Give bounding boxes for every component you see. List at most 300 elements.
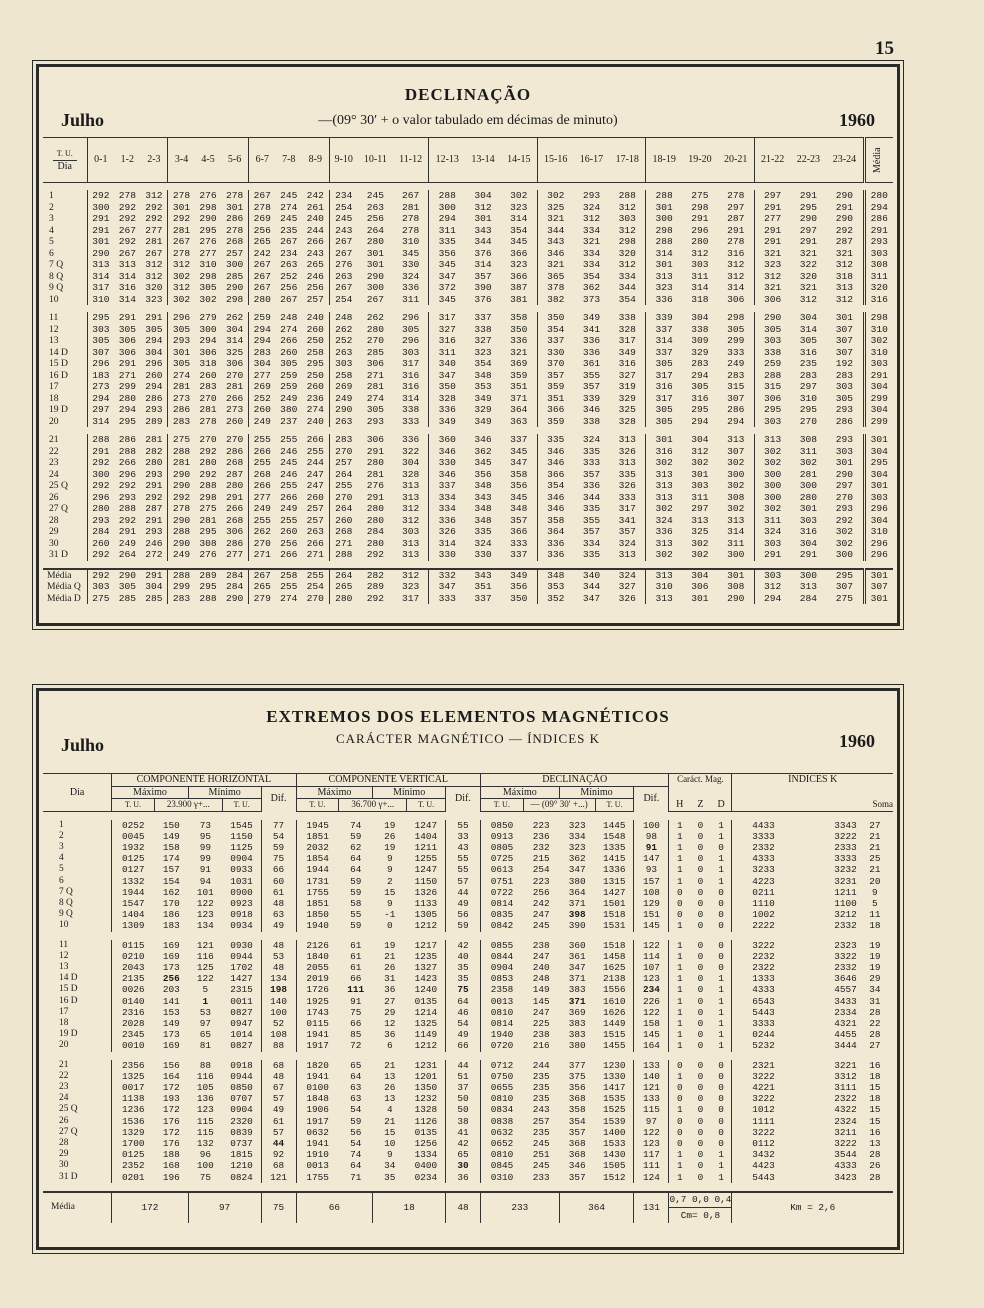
cell-value: 0 [718,1104,724,1116]
cell-value: 297 [799,381,818,392]
cell-value: 1150 [414,875,438,887]
cell-value: 314 [646,335,682,347]
cell-value: 293 [118,491,136,503]
table-row [43,1029,893,1040]
cell-value: 314 [401,392,420,404]
cell-value: 1126 [414,1115,438,1127]
cell-value: 0 [697,853,704,865]
cell-value: 317 [401,358,420,369]
cell-value: 1 [202,995,209,1007]
day-label: 14 D [59,973,78,984]
cell-value: 317 [429,312,465,324]
cell-value: 0 [669,1093,690,1104]
cell-value: 68 [261,1160,296,1171]
cell-value: 1 [669,996,690,1007]
cell-value: 317 [618,503,636,514]
table-row [43,213,893,225]
cell-value: 125 [196,961,214,973]
cell-value: 390 [474,282,492,293]
cell-value: 274 [366,392,385,404]
cell-value: 273 [168,393,195,405]
cell-value: 0814 [481,1018,524,1029]
cell-value: 9 [386,897,393,909]
cell-value: 266 [118,457,136,468]
cell-value: 94 [199,875,211,887]
cell-value: 1848 [296,1093,339,1104]
cell-value: 378 [537,282,573,294]
cell-value: 0135 [414,995,438,1007]
cell-value: 350 [510,323,528,335]
cell-value: 319 [618,381,636,392]
header-comp-h: COMPONENTE HORIZONTAL [112,774,296,787]
cell-value: 338 [582,415,601,427]
cell-value: 306 [366,434,385,445]
row-gap [43,183,893,191]
cell-value: 27 [869,819,881,831]
cell-value: 4433 [732,820,795,831]
cell-value: 355 [582,514,601,526]
cell-value: 313 [401,549,420,560]
cell-value: 294 [199,335,217,346]
cell-value: 6 [386,1040,393,1052]
average-value: 304 [145,581,163,592]
cell-value: 21 [869,841,881,853]
cell-value: 267 [168,236,195,248]
cell-value: 316 [646,446,682,458]
average-value: 279 [248,593,275,605]
cell-value: 123 [196,1104,214,1116]
cell-value: 11 [869,909,881,921]
cell-value: 291 [799,190,818,201]
cell-value: 349 [429,416,465,428]
cell-value: 1111 [732,1116,795,1127]
cell-value: 1525 [603,1104,626,1116]
cell-value: 278 [248,202,275,214]
cell-value: 10 [384,1137,396,1149]
cell-value: 312 [618,224,636,236]
cell-value: 330 [537,347,573,359]
cell-value: 291 [366,445,385,457]
cell-value: 121 [261,1172,296,1183]
cell-value: 54 [350,1104,362,1116]
cell-value: 107 [634,962,669,973]
cell-value: 307 [835,346,854,358]
cell-value: 0026 [112,984,155,995]
cell-value: 313 [754,434,790,446]
caract-mean [669,1192,732,1223]
cell-value: 288 [118,445,136,457]
cell-value: 1031 [230,875,253,887]
cell-value: 313 [401,480,420,491]
cell-value: 277 [754,213,790,225]
cell-value: 302 [646,457,682,469]
cell-value: 271 [118,369,136,381]
cell-value: 43 [445,842,480,853]
cell-value: 2352 [112,1160,155,1171]
cell-value: 347 [429,271,465,283]
cell-value: 1731 [296,876,339,887]
cell-value: 91 [350,995,362,1007]
cell-value: 91 [634,842,669,853]
cell-value: 307 [727,392,745,404]
cell-value: 366 [510,247,528,259]
cell-value: 293 [582,190,601,201]
cell-value: 271 [366,369,385,381]
cell-value: 302 [691,537,709,549]
cell-value: 258 [306,346,324,358]
cell-value: 108 [261,1029,296,1040]
average-value: 312 [393,569,429,582]
cell-value: 260 [87,538,114,550]
cell-value: 2126 [296,940,339,951]
cell-value: 304 [145,346,163,358]
cell-value: 2332 [834,961,857,973]
cell-value: 235 [799,358,818,369]
row-mean: 293 [864,236,893,248]
cell-value: 114 [634,951,669,962]
day-label: 1 [49,190,54,201]
cell-value: 271 [248,549,275,561]
cell-value: 292 [168,213,195,225]
cell-value: 290 [225,282,244,293]
cell-value: 291 [691,213,709,224]
page-number: 15 [875,38,894,59]
cell-value: 0810 [481,1093,524,1104]
cell-value: 360 [568,939,586,951]
cell-value: 15 [869,1115,881,1127]
cell-value: 296 [401,312,420,323]
cell-value: 1854 [296,853,339,864]
table-row [43,876,893,887]
average-value: 275 [87,593,114,605]
cell-value: 75 [445,984,480,995]
cell-value: 61 [350,950,362,962]
cell-value: 3233 [732,864,795,875]
cell-value: 1941 [296,1029,339,1040]
row-mean: 310 [864,324,893,336]
declinacao-month: Julho [61,110,105,130]
cell-value: 292 [87,190,114,202]
cell-value: 0 [669,1116,690,1127]
cell-value: 1 [718,1171,724,1183]
cell-value: 338 [691,323,709,335]
average-value: 290 [225,592,244,604]
cell-value: 0947 [230,1017,253,1029]
cell-value: 154 [162,875,180,887]
cell-value: 305 [646,404,682,416]
cell-value: 66 [350,1017,362,1029]
cell-value: 303 [799,514,818,526]
cell-value: 323 [646,282,682,294]
cell-value: 348 [474,514,492,526]
cell-value: 0824 [230,1171,253,1183]
cell-value: 235 [532,1081,550,1093]
cell-value: 351 [537,393,573,405]
cell-value: 150 [162,819,180,831]
cell-value: 260 [225,415,244,427]
day-label: 8 Q [59,897,73,908]
cell-value: 299 [118,381,136,392]
cell-value: 313 [618,457,636,468]
header-comp-v: COMPONENTE VERTICAL [296,774,480,787]
cell-value: 176 [162,1115,180,1127]
day-label: 30 [49,537,59,549]
cell-value: 59 [261,842,296,853]
cell-value: 0835 [481,909,524,920]
cell-value: 313 [646,469,682,481]
h-min-mean: 97 [188,1192,261,1223]
cell-value: 1230 [603,1059,626,1071]
cell-value: 334 [582,224,601,236]
cell-value: 338 [474,323,492,335]
cell-value: 1427 [603,886,626,898]
cell-value: 288 [329,549,358,561]
cell-value: 263 [329,271,358,283]
cell-value: 313 [87,259,114,271]
cell-value: 2232 [732,951,795,962]
cell-value: 0400 [414,1160,438,1172]
day-label: 18 [59,1017,69,1028]
cell-value: 344 [537,225,573,237]
header-dia: Dia [53,160,77,173]
cell-value: 257 [532,1115,550,1127]
cell-value: 278 [118,190,136,201]
cell-value: 44 [261,1138,296,1149]
day-label: 17 [49,381,59,392]
cell-value: 302 [727,503,745,514]
cell-value: 1430 [603,1149,626,1161]
cell-value: 1247 [414,864,438,876]
cell-value: 310 [401,236,420,247]
cell-value: 145 [634,1029,669,1040]
cell-value: 96 [199,1149,211,1161]
cell-value: 9 [386,864,393,876]
cell-value: 0 [697,1171,704,1183]
cell-value: 292 [118,480,136,491]
cell-value: 13 [384,1070,396,1082]
cell-value: 348 [474,503,492,514]
table-row [43,920,893,931]
hour-header: 1-2 [114,138,140,183]
cell-value: 1 [669,1018,690,1029]
cell-value: 1 [669,951,690,962]
header-dia: Dia [43,774,112,812]
cell-value: 2316 [112,1007,155,1018]
cell-value: 1256 [414,1137,438,1149]
cell-value: 3232 [834,864,857,876]
average-value: 350 [510,592,528,604]
cell-value: 13 [384,1093,396,1105]
hour-header: 5-6 [221,138,248,183]
cell-value: 111 [634,1160,669,1171]
average-value: 344 [582,581,601,592]
average-value: 254 [306,581,324,592]
cell-value: 266 [306,537,324,549]
cell-value: 73 [199,819,211,831]
cell-value: 262 [248,526,275,538]
cell-value: 0 [697,961,704,973]
cell-value: 302 [646,503,682,515]
cell-value: 267 [329,236,358,248]
average-value: 280 [329,593,358,605]
cell-value: 50 [445,1104,480,1115]
cell-value: 0842 [481,920,524,931]
cell-value: 1305 [414,909,438,921]
cell-value: 149 [532,984,550,996]
cell-value: 310 [199,259,217,270]
cell-value: 303 [835,381,854,392]
cell-value: 284 [87,526,114,538]
cell-value: 0 [697,1070,704,1082]
average-row [43,581,893,593]
cell-value: 20 [869,875,881,887]
cell-value: 153 [162,1006,180,1018]
cell-value: 383 [568,1029,586,1041]
cell-value: 1512 [603,1171,626,1183]
cell-value: 270 [835,491,854,503]
cell-value: 121 [196,939,214,951]
cell-value: 295 [799,404,818,415]
cell-value: 1545 [230,819,253,831]
cell-value: 1 [669,940,690,951]
cell-value: 302 [646,549,682,561]
cell-value: 281 [366,381,385,392]
table-row [43,335,893,347]
cell-value: 260 [248,404,275,416]
cell-value: 248 [532,973,550,985]
header-maximo: Máximo [112,786,189,799]
cell-value: 77 [261,820,296,831]
cell-value: 335 [618,468,636,480]
row-mean: 304 [864,404,893,416]
cell-value: 0 [697,920,704,932]
cell-value: 312 [691,247,709,259]
cell-value: 312 [727,270,745,282]
cell-value: 292 [199,445,217,457]
header-tu-dia [43,138,87,183]
cell-value: 280 [118,392,136,404]
cell-value: 100 [261,1007,296,1018]
table-row [43,190,893,202]
cell-value: 301 [646,202,682,214]
cell-value: 252 [329,335,358,347]
cell-value: 305 [727,323,745,335]
table-row [43,996,893,1007]
cell-value: 1 [718,1160,724,1172]
cell-value: 67 [261,1082,296,1093]
cell-value: 1240 [414,984,438,996]
row-mean: 316 [864,294,893,306]
cell-value: 1002 [732,909,795,920]
cell-value: 0834 [481,1104,524,1115]
cell-value: 358 [510,312,528,323]
table-row [43,526,893,538]
cell-value: 292 [168,492,195,504]
cell-value: 314 [799,323,818,335]
cell-value: 0810 [481,1007,524,1018]
cell-value: 0140 [112,996,155,1007]
cell-value: 346 [537,248,573,260]
cell-value: 291 [799,549,818,560]
cell-value: 310 [87,294,114,306]
cell-value: 267 [366,293,385,305]
cell-value: 35 [445,962,480,973]
day-label: 18 [49,392,59,404]
cell-value: 355 [582,369,601,381]
table-row [43,1018,893,1029]
cell-value: 46 [445,1007,480,1018]
cell-value: 0712 [481,1060,524,1071]
cell-value: 323 [568,819,586,831]
day-label: 16 D [49,369,68,381]
cell-value: 336 [537,538,573,550]
cell-value: 280 [366,323,385,335]
cell-value: 328 [618,415,636,427]
cell-value: 304 [691,434,709,445]
cell-value: 9 [386,1149,393,1161]
cell-value: 312 [727,259,745,270]
day-label: 17 [59,1006,69,1017]
cell-value: 1 [669,864,690,875]
cell-value: 266 [306,434,324,445]
cell-value: 75 [350,1006,362,1018]
day-label: 29 [59,1149,69,1160]
cell-value: 193 [162,1093,180,1105]
cell-value: 0 [669,887,690,898]
cell-value: 133 [634,1093,669,1104]
cell-value: 5232 [732,1040,795,1051]
cell-value: 26 [384,961,396,973]
cell-value: 313 [646,271,682,283]
table-row [43,312,893,324]
cell-value: 280 [366,236,385,247]
cell-value: 5443 [732,1172,795,1183]
cell-value: 295 [306,358,324,369]
average-value: 323 [401,581,420,592]
cell-value: 305 [145,323,163,335]
cell-value: 74 [350,819,362,831]
cell-value: 1125 [230,841,253,853]
cell-value: 290 [835,213,854,224]
cell-value: 275 [691,190,709,201]
average-value: 255 [280,581,298,592]
cell-value: 337 [510,549,528,560]
cell-value: 240 [306,312,324,323]
cell-value: 298 [199,491,217,503]
km-value: Km = 2,6 [732,1192,893,1223]
cell-value: 4423 [732,1160,795,1171]
cell-value: 28 [869,1149,881,1161]
cell-value: 291 [118,312,136,323]
cell-value: 1925 [296,996,339,1007]
average-value: 255 [302,569,329,582]
cell-value: 326 [429,526,465,538]
cell-value: 2222 [732,920,795,931]
table-row [43,324,893,336]
cell-value: 260 [306,381,324,392]
cell-value: 55 [445,820,480,831]
hour-header: 10-11 [358,138,393,183]
cell-value: 1940 [296,920,339,931]
cell-value: 216 [532,1040,550,1052]
cell-value: 302 [168,294,195,306]
cell-value: 0855 [481,940,524,951]
day-label: 12 [59,950,69,961]
cell-value: 54 [350,1137,362,1149]
average-value: 275 [835,592,854,604]
cell-value: 21 [384,950,396,962]
cell-value: 1625 [603,961,626,973]
